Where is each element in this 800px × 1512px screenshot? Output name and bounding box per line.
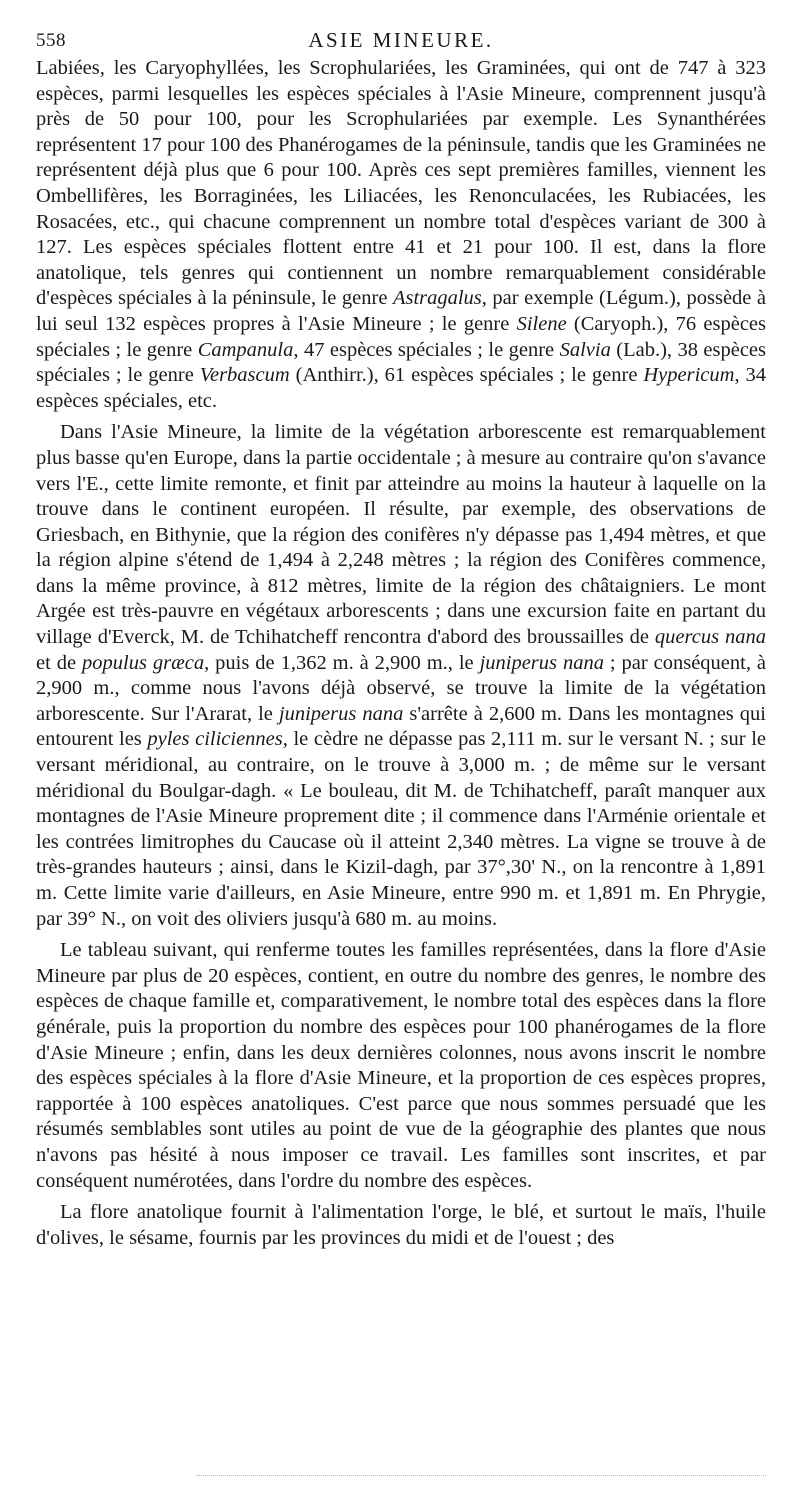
text-run: Dans l'Asie Mineure, la limite de la végétation arborescente est remarquablement plus basse qu'en Europe, dans la partie occidentale ; à mesure au contraire qu'on s'avance vers l'E., cette limite remonte, et finit par atteindre au moins la hauteur à laquelle on la trouve dans le continent européen. Il résulte, par exemple, des observations de Griesbach, en Bithynie, que la région des conifères n'y dépasse pas 1,494 mètres, et que la région alpine s'étend de 1,494 à 2,248 mètres ; la région des Conifères commence, dans la même province, à 812 mètres, limite de la région des châtaigniers. Le mont Argée est très-pauvre en végétaux arborescents ; dans une excursion faite en partant du village d'Everck, M. de Tchihatcheff rencontra d'abord des broussailles de <box>36 421 767 649</box>
italic-term: Silene <box>516 312 567 335</box>
paragraph-food-resources <box>36 1200 766 1251</box>
italic-term: Campanula <box>197 338 294 361</box>
text-run: Le tableau suivant, qui renferme toutes les familles représentées, dans la flore d'Asie Mineure par plus de 20 espèces, contient, en outre du nombre des genres, le nombre des espèces de chaque famille et, comparativement, le nombre total des espèces dans la flore générale, puis la proportion du nombre des espèces pour 100 phanérogames de la flore d'Asie Mineure ; enfin, dans les deux dernières colonnes, nous avons inscrit le nombre des espèces spéciales à la flore d'Asie Mineure, et la proportion de ces espèces propres, rapportée à 100 espèces anatoliques. C'est parce que nous sommes persuadé que les résumés semblables sont utiles au point de vue de la géographie des plantes que nous n'avons pas hésité à nous imposer ce travail. Les familles sont inscrites, et par conséquent numérotées, dans l'ordre du nombre des espèces. <box>36 939 766 1192</box>
text-run: La flore anatolique fournit à l'alimentation l'orge, le blé, et surtout le maïs, l'huile d'olives, le sésame, fournis par les provinces du midi et de l'ouest ; des <box>36 1201 766 1249</box>
footer-rule <box>196 1475 766 1476</box>
italic-term: Astragalus <box>392 287 482 310</box>
text-run: Labiées, les Caryophyllées, les Scrophulariées, les Graminées, qui ont de 747 à 323 espèces, parmi lesquelles les espèces spéciales à l'Asie Mineure, comprennent jusqu'à près de 50 pour 100, pour les Scrophulariées par exemple. Les Synanthérées représentent 17 pour 100 des Phanérogames de la péninsule, tandis que les Graminées ne représentent déjà plus que 6 pour 100. Après ces sept premières familles, viennent les Ombellifères, les Borraginées, les Liliacées, les Renonculacées, les Rubiacées, les Rosacées, etc., qui chacune comprennent un nombre total d'espèces variant de 300 à 127. Les espèces spéciales flottent entre 41 et 21 pour 100. Il est, dans la flore anatolique, tels genres qui contiennent un nombre remarquablement considérable d'espèces spéciales à la péninsule, le genre <box>36 57 766 310</box>
italic-term: Salvia <box>559 338 611 361</box>
page-number: 558 <box>36 30 66 51</box>
book-page <box>36 26 766 1257</box>
text-run: ; par conséquent, à 2,900 m., comme nous l'avons déjà observé, se trouve la limite de la végétation arborescente. Sur l'Ararat, le <box>36 651 766 725</box>
page-header <box>36 26 766 56</box>
paragraph-table-intro <box>36 938 766 1194</box>
text-run: , 47 espèces spéciales ; le genre <box>293 338 560 361</box>
text-run: s'arrête à 2,600 m. Dans les montagnes qui entourent les <box>36 702 766 751</box>
text-run: , le cèdre ne dépasse pas 2,111 m. sur le versant N. ; sur le versant méridional, au contraire, on le trouve à 3,000 m. ; de même sur le versant méridional du Boulgar-dagh. « Le bouleau, dit M. de Tchihatcheff, paraît manquer aux montagnes de l'Asie Mineure proprement dite ; il commence dans l'Arménie orientale et les contrées limitrophes du Caucase où il atteint 2,340 mètres. La vigne se trouve à de très-grandes hauteurs ; ainsi, dans le Kizil-dagh, par 37°,30' N., on la rencontre à 1,891 m. Cette limite varie d'ailleurs, en Asie Mineure, entre 990 m. et 1,891 m. En Phrygie, par 39° N., on voit des oliviers jusqu'à 680 m. au moins. <box>36 728 766 930</box>
italic-term: populus græca <box>82 651 205 674</box>
text-run: (Caryoph.), 76 espèces spéciales ; le genre <box>36 312 766 361</box>
text-run: , 34 espèces spéciales, etc. <box>36 364 766 412</box>
italic-term: quercus nana <box>654 626 766 649</box>
body-text <box>36 56 766 1251</box>
italic-term: juniperus nana <box>278 702 404 725</box>
text-run: et de <box>36 651 83 674</box>
text-run: (Anthirr.), 61 espèces spéciales ; le genre <box>289 364 644 387</box>
italic-term: juniperus nana <box>479 651 604 674</box>
paragraph-tree-line <box>36 420 766 932</box>
italic-term: pyles ciliciennes <box>147 728 283 751</box>
italic-term: Hypericum <box>643 364 735 387</box>
running-head: ASIE MINEURE. <box>308 28 494 52</box>
text-run: , par exemple (Légum.), possède à lui seul 132 espèces propres à l'Asie Mineure ; le genre <box>36 287 766 335</box>
paragraph-families <box>36 56 766 414</box>
text-run: (Lab.), 38 espèces spéciales ; le genre <box>36 338 766 387</box>
italic-term: Verbascum <box>199 364 290 387</box>
text-run: , puis de 1,362 m. à 2,900 m., le <box>204 651 480 674</box>
